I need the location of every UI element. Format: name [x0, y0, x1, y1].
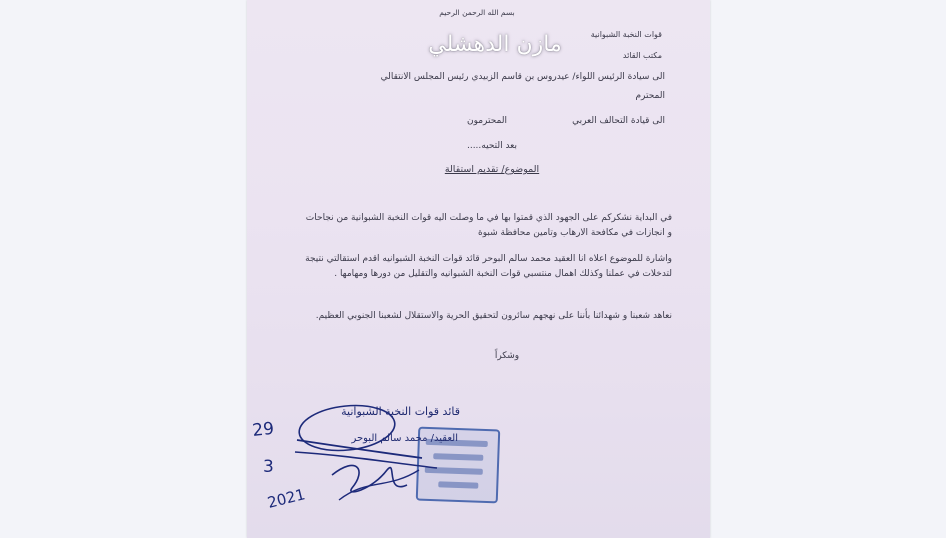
watermark: مازن الدهشلي [428, 32, 562, 57]
handwritten-year: 2021 [265, 485, 308, 512]
handwriting-annotations [247, 0, 710, 538]
handwritten-day: 29 [251, 418, 276, 441]
address-coalition: الى قيادة التحالف العربي [572, 116, 665, 126]
greeting: بعد التحيه..... [466, 141, 518, 151]
address-president: الى سيادة الرئيس اللواء/ عيدروس بن قاسم الزبيدي رئيس المجلس الانتقالي [380, 72, 665, 82]
subject-line: الموضوع/ تقديم استقالة [444, 164, 540, 175]
handwritten-month: 3 [263, 457, 274, 477]
paragraph-thanks: في البداية نشكركم على الجهود الذي قمتوا بها في ما وصلت اليه قوات النخبة الشبوانية من نجاحات و انجازات في مكافحة الارهاب وتامين محافظة شبوة [305, 213, 672, 238]
header-unit: قوات النخبة الشبوانية [590, 30, 662, 39]
header-office: مكتب القائد [622, 51, 662, 60]
paragraph-pledge: نعاهد شعبنا و شهدائنا بأننا على نهجهم سائرون لتحقيق الحرية والاستقلال لشعبنا الجنوبي العظيم. [315, 311, 672, 321]
signature-name: العقيد/ محمد سالم البوحر [351, 433, 458, 444]
paragraph-resignation: واشارة للموضوع اعلاه انا العقيد محمد سالم البوحر قائد قوات النخبة الشبوانيه اقدم استقالتي نتيجة لتدخلات في عملنا وكذلك اهمال منتسبي قوات النخبة الشبوانيه والتقليل من دورها ومهامها . [305, 254, 672, 279]
basmala: بسم الله الرحمن الرحيم [439, 8, 515, 17]
signature-title: قائد قوات النخبة الشبوانية [341, 405, 460, 418]
closing: وشكراً [494, 351, 520, 361]
letter-page [247, 0, 710, 538]
address-coalition-honorific: المحترمون [466, 116, 507, 126]
address-president-honorific: المحترم [635, 91, 665, 101]
